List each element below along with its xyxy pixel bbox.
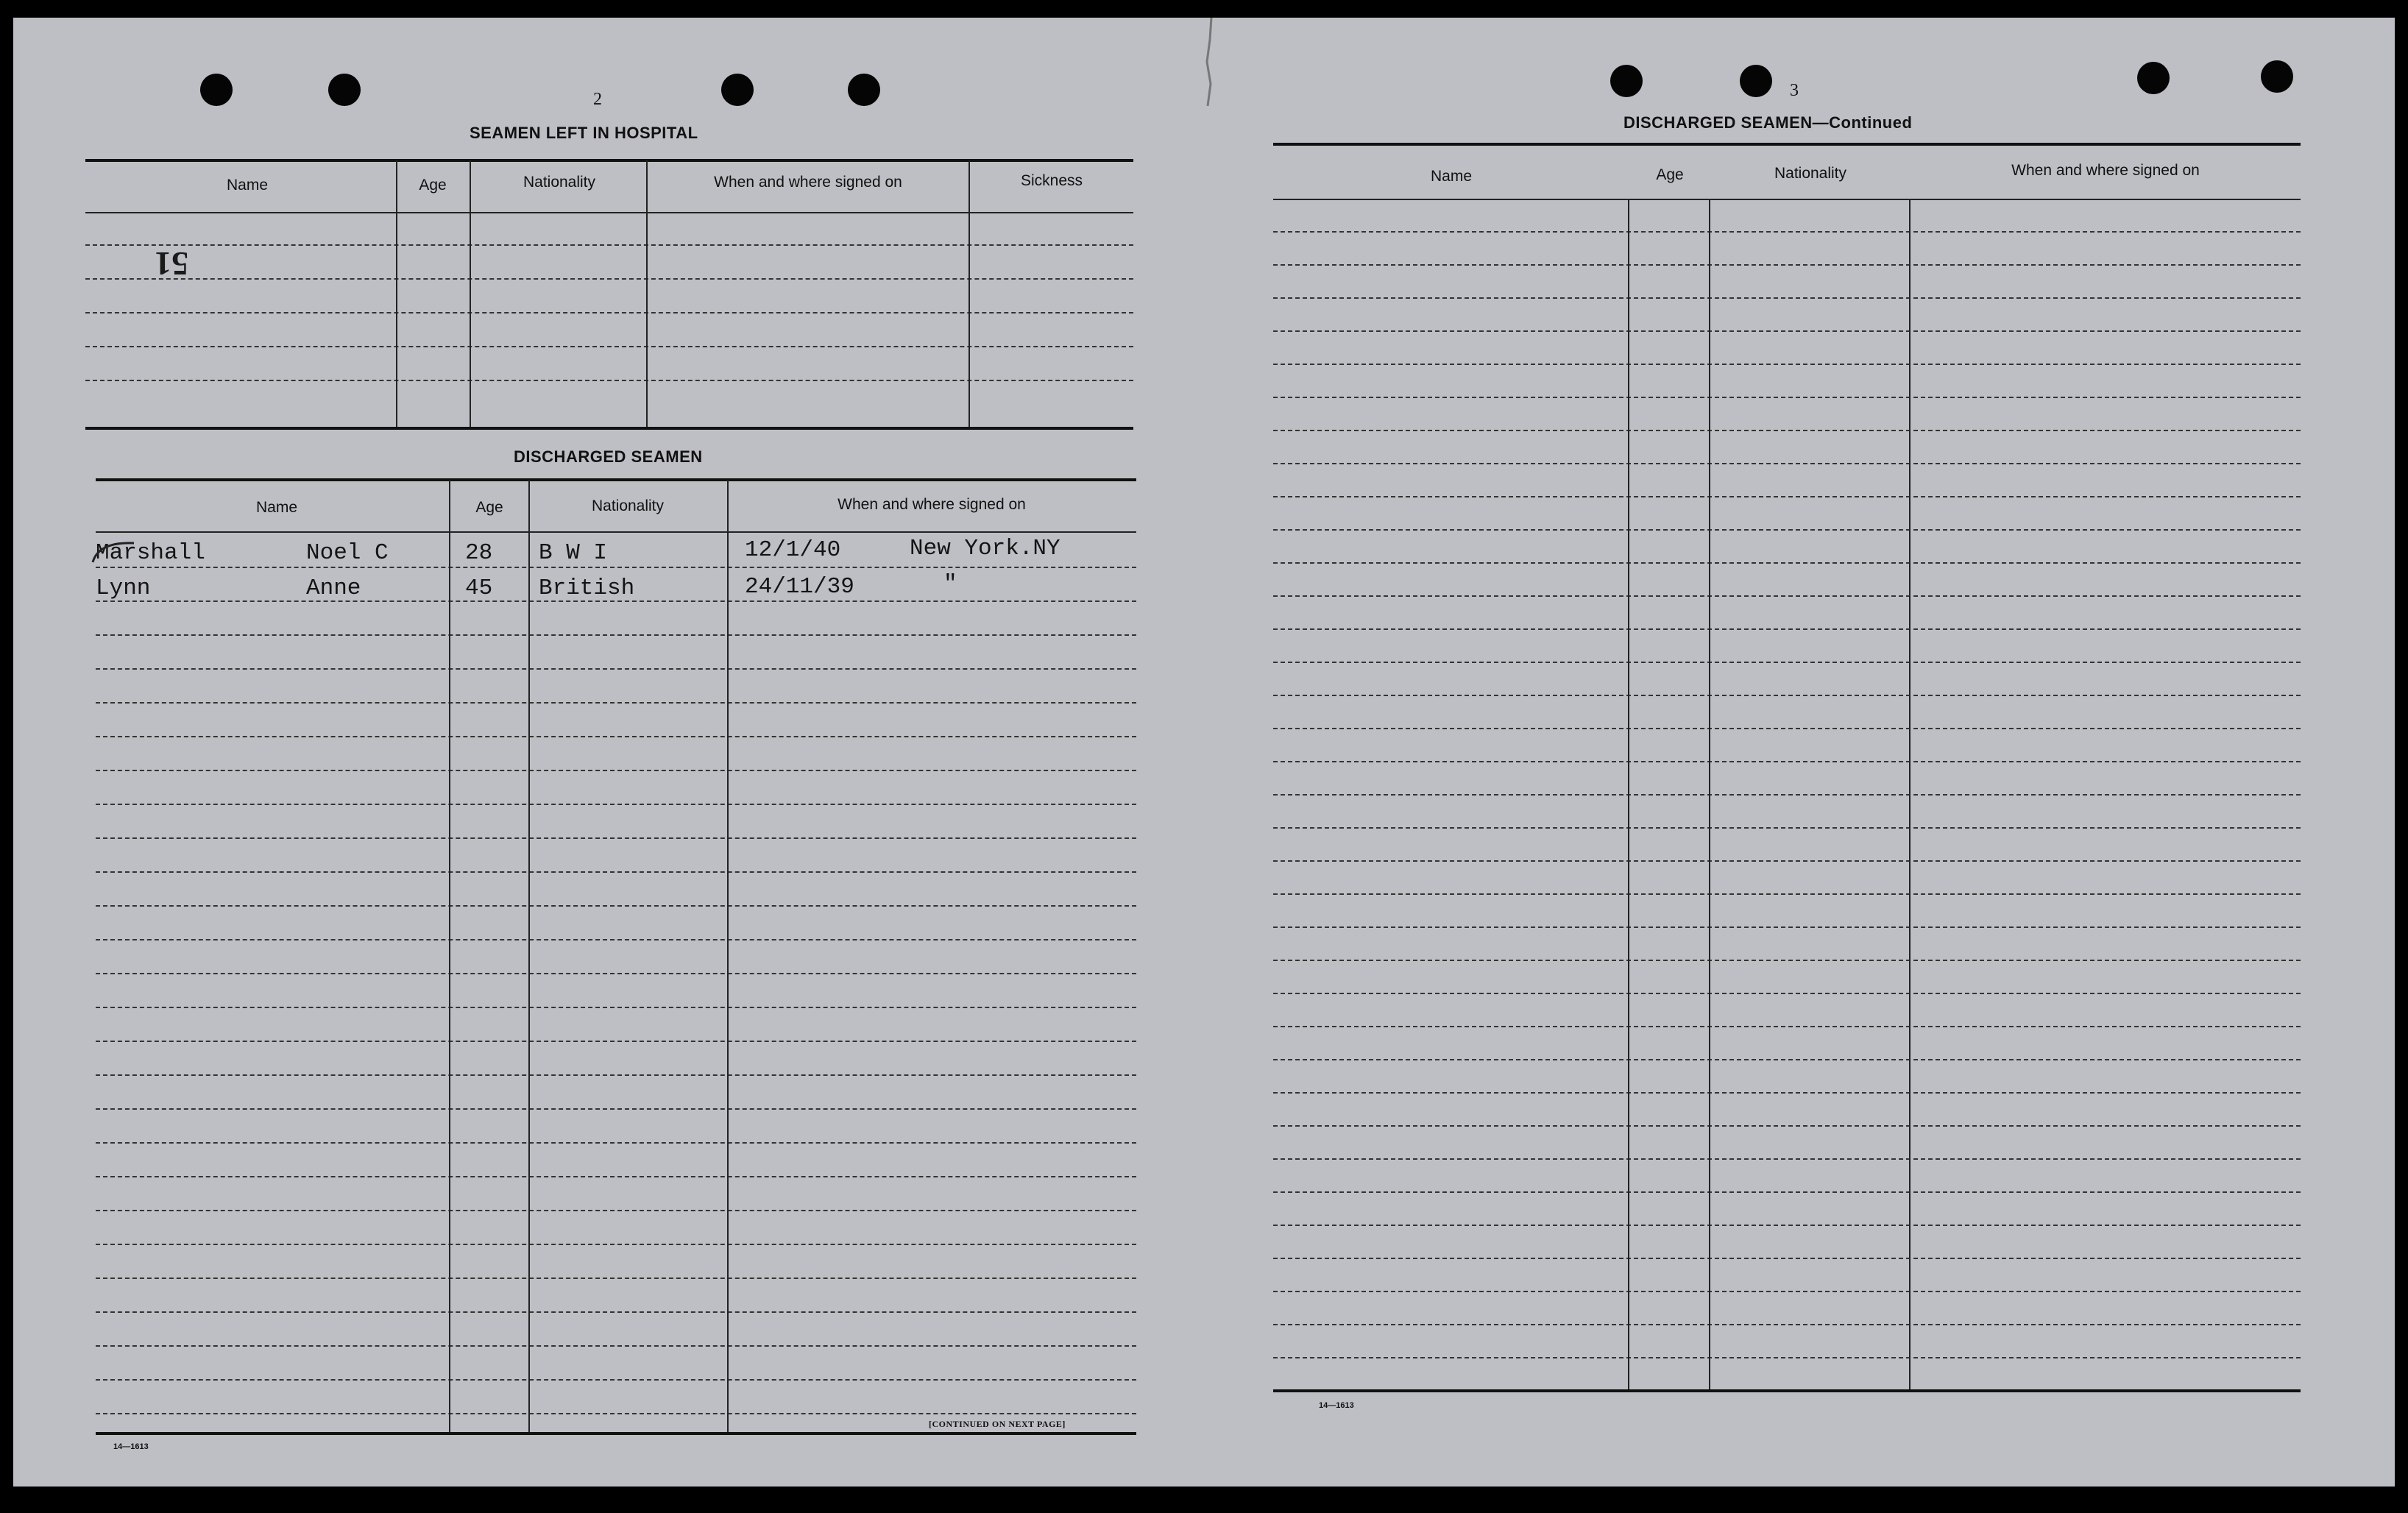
row-line xyxy=(1273,1225,2301,1226)
row-line xyxy=(1273,893,2301,895)
row-line xyxy=(1273,264,2301,266)
header-rule xyxy=(96,531,1136,533)
column-divider xyxy=(396,160,397,427)
row-line xyxy=(1273,827,2301,829)
row-line xyxy=(1273,794,2301,796)
section-title: DISCHARGED SEAMEN—Continued xyxy=(1623,113,1913,132)
column-divider xyxy=(968,160,970,427)
row-line xyxy=(1273,562,2301,564)
column-header-age: Age xyxy=(475,499,503,516)
row-line xyxy=(96,939,1136,940)
column-header-nationality: Nationality xyxy=(523,174,596,191)
row-line xyxy=(1273,364,2301,365)
row-line xyxy=(1273,695,2301,696)
row-line xyxy=(1273,728,2301,729)
row-line xyxy=(96,1379,1136,1381)
form-number: 14—1613 xyxy=(113,1442,149,1451)
seaman-given-name: Noel C xyxy=(306,540,389,566)
header-rule xyxy=(1273,199,2301,200)
column-divider xyxy=(528,480,530,1432)
column-divider xyxy=(1628,200,1629,1389)
row-line xyxy=(1273,662,2301,663)
row-line xyxy=(96,634,1136,636)
row-line xyxy=(96,1311,1136,1313)
row-line xyxy=(85,380,1133,381)
signed-on-date: 24/11/39 xyxy=(745,574,854,600)
hospital-section-title: SEAMEN LEFT IN HOSPITAL xyxy=(470,124,698,142)
column-header-nationality: Nationality xyxy=(1774,165,1847,182)
row-line xyxy=(96,1413,1136,1414)
stamp-number: 51 xyxy=(155,245,188,283)
row-line xyxy=(96,1176,1136,1177)
signed-on-place: " xyxy=(943,571,957,597)
row-line xyxy=(1273,595,2301,597)
row-line xyxy=(96,973,1136,974)
row-line xyxy=(96,770,1136,771)
page-number: 2 xyxy=(593,90,602,109)
column-header-age: Age xyxy=(419,177,447,194)
row-line xyxy=(1273,463,2301,464)
left-page xyxy=(13,18,1205,1487)
row-line xyxy=(96,600,1136,602)
row-line xyxy=(1273,1357,2301,1358)
form-number: 14—1613 xyxy=(1319,1401,1354,1410)
signed-on-place: New York.NY xyxy=(910,536,1060,561)
row-line xyxy=(96,837,1136,839)
column-header-signed-on: When and where signed on xyxy=(714,174,902,191)
row-line xyxy=(96,905,1136,907)
column-header-age: Age xyxy=(1656,166,1684,183)
row-line xyxy=(1273,231,2301,233)
row-line xyxy=(96,702,1136,704)
column-divider xyxy=(727,480,729,1432)
row-line xyxy=(1273,297,2301,299)
column-divider xyxy=(1709,200,1710,1389)
seaman-nationality: B W I xyxy=(539,540,608,566)
row-line xyxy=(96,567,1136,568)
row-line xyxy=(96,1244,1136,1245)
seaman-nationality: British xyxy=(539,575,635,601)
row-line xyxy=(85,278,1133,280)
row-line xyxy=(1273,1191,2301,1193)
row-line xyxy=(96,1210,1136,1211)
row-line xyxy=(1273,330,2301,332)
check-mark-icon xyxy=(91,539,135,564)
column-header-name: Name xyxy=(255,499,298,516)
page-number: 3 xyxy=(1790,81,1799,100)
column-divider xyxy=(449,480,450,1432)
column-divider xyxy=(646,160,648,427)
row-line xyxy=(1273,496,2301,497)
discharged-section-title: DISCHARGED SEAMEN xyxy=(514,447,703,466)
seaman-age: 28 xyxy=(465,540,493,566)
header-rule xyxy=(85,212,1133,213)
row-line xyxy=(96,1345,1136,1347)
column-divider xyxy=(1909,200,1911,1389)
row-line xyxy=(1273,628,2301,630)
table-rule xyxy=(96,478,1136,481)
seaman-age: 45 xyxy=(465,575,493,601)
row-line xyxy=(1273,1026,2301,1027)
row-line xyxy=(96,1142,1136,1144)
column-header-name: Name xyxy=(1430,168,1473,185)
row-line xyxy=(1273,529,2301,531)
row-line xyxy=(85,244,1133,246)
row-line xyxy=(1273,993,2301,994)
row-line xyxy=(1273,1324,2301,1325)
row-line xyxy=(96,1074,1136,1076)
table-rule xyxy=(85,159,1133,162)
column-header-name: Name xyxy=(226,177,269,194)
column-header-sickness: Sickness xyxy=(1020,172,1083,189)
signed-on-date: 12/1/40 xyxy=(745,537,841,563)
seaman-given-name: Anne xyxy=(306,575,361,601)
paper-tear xyxy=(1205,18,1213,106)
seaman-surname: Marshall xyxy=(96,540,205,566)
row-line xyxy=(1273,761,2301,762)
right-page xyxy=(1250,18,2395,1487)
row-line xyxy=(1273,860,2301,862)
row-line xyxy=(96,668,1136,670)
row-line xyxy=(85,346,1133,347)
row-line xyxy=(96,871,1136,873)
column-divider xyxy=(470,160,471,427)
continued-note: [CONTINUED ON NEXT PAGE] xyxy=(929,1419,1066,1429)
row-line xyxy=(1273,1059,2301,1060)
row-line xyxy=(1273,960,2301,961)
row-line xyxy=(1273,1125,2301,1127)
row-line xyxy=(1273,1291,2301,1292)
row-line xyxy=(96,1108,1136,1110)
column-header-signed-on: When and where signed on xyxy=(2011,162,2200,179)
row-line xyxy=(96,1007,1136,1008)
table-rule xyxy=(1273,1389,2301,1392)
row-line xyxy=(1273,430,2301,431)
table-rule xyxy=(1273,143,2301,146)
table-rule xyxy=(85,427,1133,430)
row-line xyxy=(1273,397,2301,398)
row-line xyxy=(1273,1092,2301,1094)
row-line xyxy=(96,736,1136,737)
row-line xyxy=(96,804,1136,805)
column-header-signed-on: When and where signed on xyxy=(838,496,1026,513)
column-header-nationality: Nationality xyxy=(591,497,665,514)
row-line xyxy=(1273,1158,2301,1160)
row-line xyxy=(96,1041,1136,1042)
row-line xyxy=(1273,926,2301,928)
row-line xyxy=(1273,1258,2301,1259)
table-rule xyxy=(96,1432,1136,1435)
row-line xyxy=(85,312,1133,313)
scanned-document xyxy=(13,18,2395,1487)
row-line xyxy=(96,1278,1136,1279)
seaman-surname: Lynn xyxy=(96,575,151,601)
